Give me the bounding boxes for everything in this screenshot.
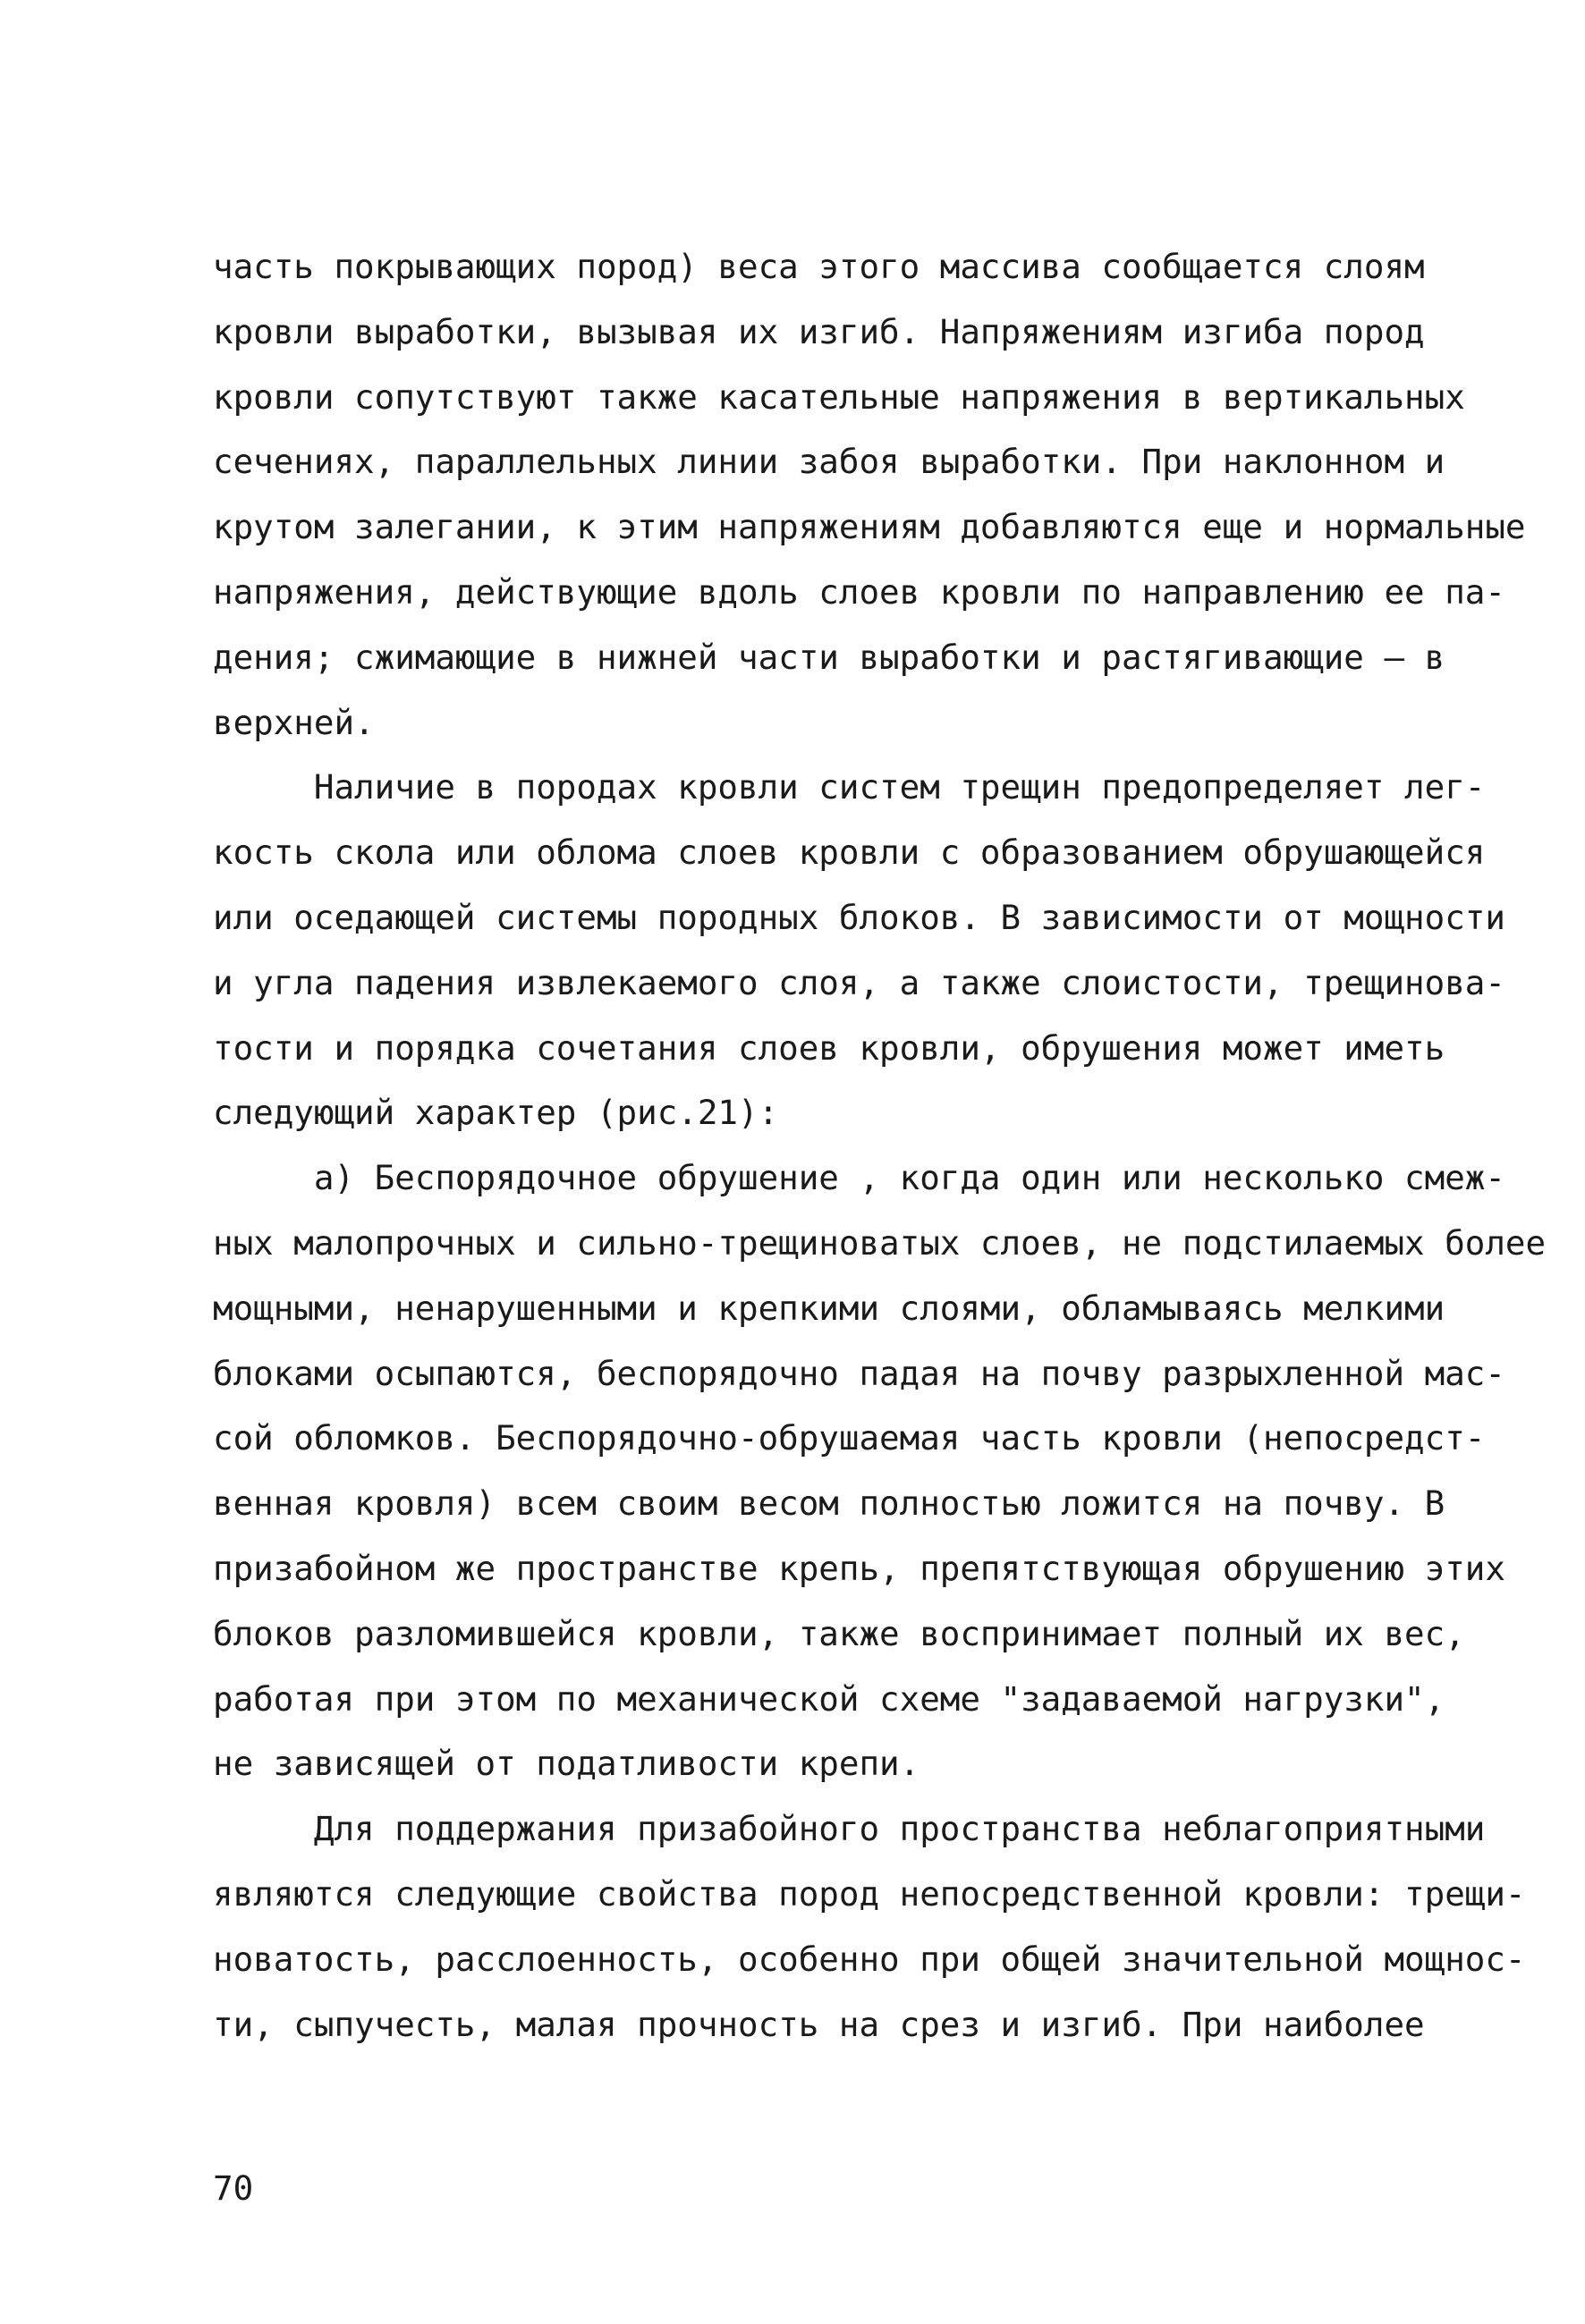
text-line: мощными, ненарушенными и крепкими слоями, обламываясь мелкими [213, 1288, 1445, 1328]
text-line: сечениях, параллельных линии забоя выработки. При наклонном и [213, 442, 1445, 482]
text-line: и угла падения извлекаемого слоя, а также слоистости, трещинова- [213, 962, 1505, 1002]
text-line: новатость, расслоенность, особенно при общей значительной мощнос- [213, 1939, 1526, 1979]
text-line: следующий характер (рис.21): [213, 1093, 779, 1133]
text-line: кость скола или облома слоев кровли с образованием обрушающейся [213, 832, 1486, 873]
text-line: ти, сыпучесть, малая прочность на срез и изгиб. При наиболее [213, 2004, 1425, 2044]
text-line: напряжения, действующие вдоль слоев кровли по направлению ее па- [213, 571, 1505, 612]
text-line: блоков разломившейся кровли, также воспринимает полный их вес, [213, 1613, 1465, 1653]
page-number: 70 [213, 2168, 254, 2208]
text-line: блоками осыпаются, беспорядочно падая на почву разрыхленной мас- [213, 1353, 1505, 1393]
text-line: часть покрывающих пород) веса этого массива сообщается слоям [213, 247, 1425, 286]
text-line: кровли сопутствуют также касательные напряжения в вертикальных [213, 376, 1465, 417]
text-line: а) Беспорядочное обрушение , когда один или несколько смеж- [213, 1158, 1505, 1198]
body-text [213, 234, 1547, 2057]
text-line: призабойном же пространстве крепь, препятствующая обрушению этих [213, 1548, 1505, 1588]
text-line: крутом залегании, к этим напряжениям добавляются еще и нормальные [213, 507, 1526, 547]
text-line: тости и порядка сочетания слоев кровли, обрушения может иметь [213, 1027, 1445, 1068]
text-line: сой обломков. Беспорядочно-обрушаемая часть кровли (непосредст- [213, 1418, 1486, 1458]
text-line: верхней. [213, 702, 375, 742]
text-line: Наличие в породах кровли систем трещин предопределяет лег- [213, 767, 1486, 807]
text-line: не зависящей от податливости крепи. [213, 1744, 920, 1784]
text-line: являются следующие свойства пород непосредственной кровли: трещи- [213, 1873, 1526, 1914]
text-line: венная кровля) всем своим весом полностью ложится на почву. В [213, 1483, 1445, 1524]
text-line: работая при этом по механической схеме "задаваемой нагрузки", [213, 1678, 1445, 1719]
text-line: ных малопрочных и сильно-трещиноватых слоев, не подстилаемых более [213, 1222, 1547, 1263]
text-line: кровли выработки, вызывая их изгиб. Напряжениям изгиба пород [213, 311, 1425, 351]
text-line: дения; сжимающие в нижней части выработки и растягивающие – в [213, 637, 1445, 677]
text-line: Для поддержания призабойного пространства неблагоприятными [213, 1809, 1486, 1849]
text-line: или оседающей системы породных блоков. В зависимости от мощности [213, 897, 1505, 937]
